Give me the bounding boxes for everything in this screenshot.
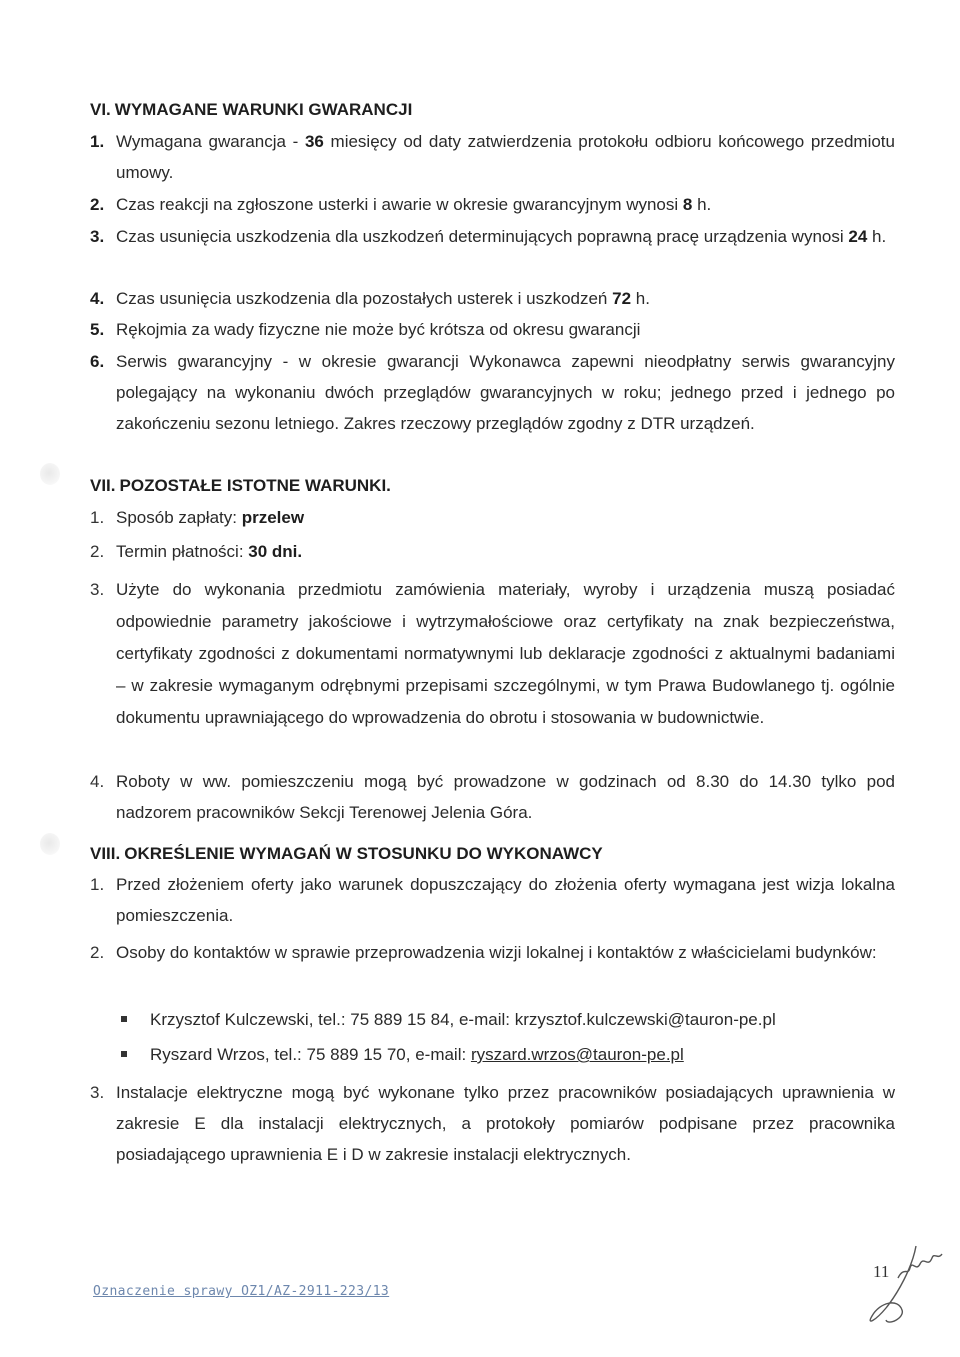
s6-item-4: 4. Czas usunięcia uszkodzenia dla pozostałych usterek i uszkodzeń 72 h. bbox=[90, 289, 650, 308]
punch-hole-top bbox=[40, 463, 60, 485]
punch-hole-bottom bbox=[40, 833, 60, 855]
email-link-wrzos[interactable]: ryszard.wrzos@tauron-pe.pl bbox=[470, 1045, 684, 1064]
section-heading-viii: VIII. OKREŚLENIE WYMAGAŃ W STOSUNKU DO WYKONAWCY bbox=[90, 844, 603, 863]
s6-item-5: 5. Rękojmia za wady fizyczne nie może być krótsza od okresu gwarancji bbox=[90, 320, 641, 339]
s7-item-4: 4. Roboty w ww. pomieszczeniu mogą być prowadzone w godzinach od 8.30 do 14.30 tylko pod nadzorem pracowników Sekcji Terenowej Jelenia Góra. bbox=[90, 772, 895, 822]
contact-kulczewski: Krzysztof Kulczewski, tel.: 75 889 15 84, e-mail: krzysztof.kulczewski@tauron-pe.pl bbox=[121, 1005, 776, 1035]
bullet-marker bbox=[121, 1051, 127, 1057]
s7-item-1: 1. Sposób zapłaty: przelew bbox=[90, 508, 305, 527]
page-number: 11 bbox=[873, 1262, 890, 1281]
s8-item-1: 1. Przed złożeniem oferty jako warunek dopuszczający do złożenia oferty wymagana jest wizja lokalna pomieszczenia. bbox=[90, 875, 895, 925]
bullet-marker bbox=[121, 1016, 127, 1022]
s6-item-3: 3. Czas usunięcia uszkodzenia dla uszkodzeń determinujących poprawną pracę urządzenia wynosi 24 h. bbox=[90, 227, 887, 246]
s6-item-2: 2. Czas reakcji na zgłoszone usterki i awarie w okresie gwarancyjnym wynosi 8 h. bbox=[90, 195, 712, 214]
section-heading-vi: VI. WYMAGANE WARUNKI GWARANCJI bbox=[90, 100, 413, 119]
s7-item-2: 2. Termin płatności: 30 dni. bbox=[90, 542, 303, 561]
s6-item-6: 6. Serwis gwarancyjny - w okresie gwarancji Wykonawca zapewni nieodpłatny serwis gwarancyjny polegający na wykonaniu dwóch przeglądów gwarancyjnych w roku; jednego przed i jednego po zakończeniu sezonu letniego. Zakres rzeczowy przeglądów zgodny z DTR urządzeń. bbox=[90, 352, 895, 433]
s8-item-2: 2. Osoby do kontaktów w sprawie przeprowadzenia wizji lokalnej i kontaktów z właścicielami budynków: bbox=[90, 943, 877, 962]
signature-icon bbox=[858, 1238, 948, 1333]
section-heading-vii: VII. POZOSTAŁE ISTOTNE WARUNKI. bbox=[90, 476, 391, 495]
s7-item-3: 3. Użyte do wykonania przedmiotu zamówienia materiały, wyroby i urządzenia muszą posiadać odpowiednie parametry jakościowe i wytrzymałościowe oraz certyfikaty na znak bezpieczeństwa, certyfikaty zgodności z dokumentami normatywnymi lub deklaracje zgodności z aktualnymi badaniami – w zakresie wymaganym odrębnymi przepisami szczególnymi, w tym Prawa Budowlanego tj. ogólnie dokumentu uprawniającego do wprowadzenia do obrotu i stosowania w budownictwie. bbox=[90, 580, 895, 727]
s8-item-3: 3. Instalacje elektryczne mogą być wykonane tylko przez pracowników posiadających uprawnienia w zakresie E dla instalacji elektrycznych, a protokoły pomiarów podpisane przez pracownika posiadającego uprawnienia E i D w zakresie instalacji elektrycznych. bbox=[90, 1083, 895, 1164]
s6-item-1: 1. Wymagana gwarancja - 36 miesięcy od daty zatwierdzenia protokołu odbioru końcowego przedmiotu umowy. bbox=[90, 132, 895, 182]
contact-wrzos: Ryszard Wrzos, tel.: 75 889 15 70, e-mail: ryszard.wrzos@tauron-pe.pl bbox=[121, 1040, 684, 1070]
case-reference: Oznaczenie sprawy OZ1/AZ-2911-223/13 bbox=[93, 1284, 390, 1299]
